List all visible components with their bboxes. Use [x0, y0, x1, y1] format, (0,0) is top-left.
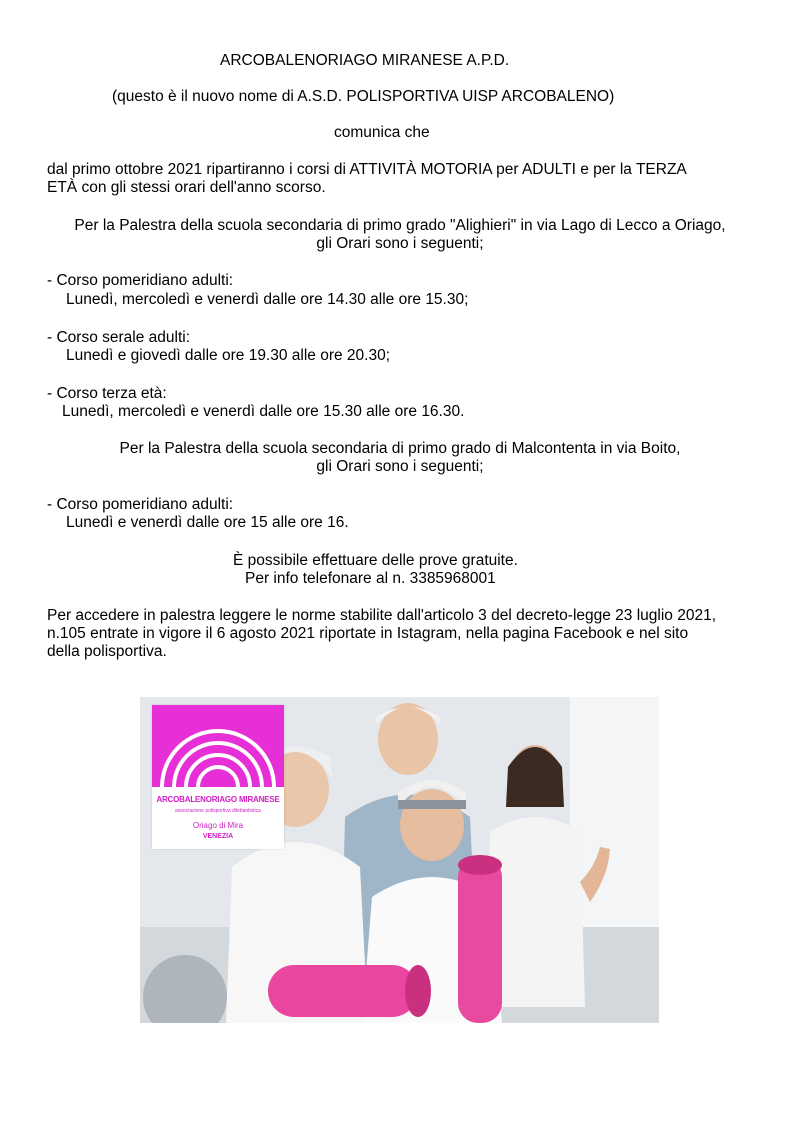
club-logo [152, 705, 284, 849]
gym1-course-2-name: - Corso serale adulti: [47, 329, 191, 346]
rainbow-arcs-icon [152, 705, 284, 787]
trial-line-1: È possibile effettuare delle prove gratuite. [233, 552, 518, 569]
gym1-course-1-name: - Corso pomeridiano adulti: [47, 272, 234, 289]
document-subtitle: (questo è il nuovo nome di A.S.D. POLISPORTIVA UISP ARCOBALENO) [112, 88, 615, 105]
intro-line-2: ETÀ con gli stessi orari dell'anno scorso. [47, 179, 326, 196]
gym2-course-1-schedule: Lunedì e venerdì dalle ore 15 alle ore 16. [66, 514, 349, 531]
logo-name: ARCOBALENORIAGO MIRANESE [156, 795, 280, 804]
gym2-course-1-name: - Corso pomeridiano adulti: [47, 496, 234, 513]
logo-city: Oriago di Mira [192, 821, 244, 830]
rules-line-2: n.105 entrate in vigore il 6 agosto 2021 riportate in Istagram, nella pagina Facebook e nel sito [47, 625, 689, 642]
seniors-fitness-photo [140, 697, 659, 1023]
intro-line-1: dal primo ottobre 2021 ripartiranno i corsi di ATTIVITÀ MOTORIA per ADULTI e per la TERZA [47, 161, 687, 178]
gym1-heading-line-1: Per la Palestra della scuola secondaria di primo grado "Alighieri" in via Lago di Lecco a Oriago, [74, 217, 726, 234]
rules-line-3: della polisportiva. [47, 643, 167, 660]
gym1-heading-line-2: gli Orari sono i seguenti; [316, 235, 484, 252]
gym2-heading-line-1: Per la Palestra della scuola secondaria di primo grado di Malcontenta in via Boito, [119, 440, 681, 457]
announces-text: comunica che [334, 124, 430, 141]
document-title: ARCOBALENORIAGO MIRANESE A.P.D. [220, 52, 510, 69]
gym1-course-2-schedule: Lunedì e giovedì dalle ore 19.30 alle ore 20.30; [66, 347, 391, 364]
logo-subtitle: associazione polisportiva dilettantistica [175, 808, 261, 814]
gym1-course-1-schedule: Lunedì, mercoledì e venerdì dalle ore 14.30 alle ore 15.30; [66, 291, 469, 308]
gym1-course-3-name: - Corso terza età: [47, 385, 167, 402]
trial-line-2: Per info telefonare al n. 3385968001 [245, 570, 496, 587]
gym1-course-3-schedule: Lunedì, mercoledì e venerdì dalle ore 15.30 alle ore 16.30. [62, 403, 465, 420]
rules-line-1: Per accedere in palestra leggere le norme stabilite dall'articolo 3 del decreto-legge 23 luglio 2021, [47, 607, 717, 624]
logo-province: VENEZIA [202, 833, 234, 840]
gym2-heading-line-2: gli Orari sono i seguenti; [316, 458, 484, 475]
